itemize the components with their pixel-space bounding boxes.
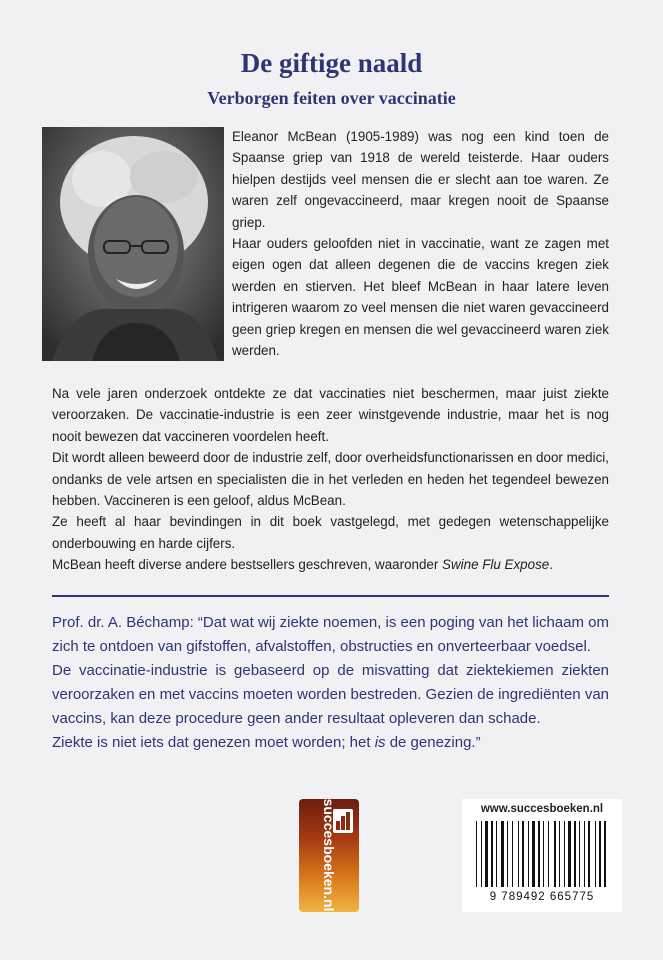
- body-text: [52, 383, 609, 576]
- isbn-number: 9 789492 665775: [489, 891, 595, 903]
- book-title: De giftige naald: [240, 48, 423, 78]
- barcode-icon: [474, 821, 610, 889]
- body-paragraph: Dit wordt alleen beweerd door de industrie zelf, door overheidsfunctionarissen en door medici, ondanks de vele artsen en specialisten die in het verleden en heden het tegendeel bewezen hebben. Vaccineren is een geloof, aldus McBean.: [52, 450, 609, 509]
- publisher-url: www.succesboeken.nl: [480, 803, 604, 815]
- publisher-logo-text: succesboeken.nl: [321, 799, 337, 912]
- author-photo: [42, 127, 224, 361]
- intro-text: [232, 126, 609, 361]
- bechamp-quote: [52, 611, 609, 755]
- intro-paragraph: Eleanor McBean (1905-1989) was nog een kind toen de Spaanse griep van 1918 de wereld teisterde. Haar ouders hielpen destijds veel mensen die er slecht aan toe waren. Ze waren zelf ongevaccineerd, maar kregen nooit de Spaanse griep.: [232, 129, 609, 230]
- quote-paragraph: [52, 731, 609, 755]
- intro-paragraph: Haar ouders geloofden niet in vaccinatie, want ze zagen met eigen ogen dat alleen degenen die de vaccins kregen ziek werden en stierven. Het bleef McBean in haar latere leven intrigeren waarom zo veel mensen die niet waren gevaccineerd geen griep kregen en mensen die wel gevaccineerd waren ziek werden.: [232, 236, 609, 359]
- quote-paragraph: Prof. dr. A. Béchamp: “Dat wat wij ziekte noemen, is een poging van het lichaam om zich te ontdoen van gifstoffen, afvalstoffen, obstructies en onverteerbaar voedsel.: [52, 614, 609, 655]
- bestsellers-paragraph: [52, 554, 609, 575]
- bestsellers-text: McBean heeft diverse andere bestsellers geschreven, waaronder: [52, 557, 443, 573]
- quote-text: de genezing.”: [385, 734, 481, 751]
- publisher-logo: [299, 799, 359, 912]
- bestseller-title: Swine Flu Expose: [442, 557, 550, 573]
- quote-paragraph: De vaccinatie-industrie is gebaseerd op de misvatting dat ziektekiemen ziekten veroorzaken en met vaccins moeten worden bestreden. Gezien de ingrediënten van vaccins, kan deze procedure geen ander resultaat opleveren dan schade.: [52, 662, 609, 727]
- quote-emphasis: is: [374, 734, 386, 751]
- bestsellers-end: .: [549, 557, 553, 573]
- section-divider: [52, 595, 609, 597]
- book-subtitle: Verborgen feiten over vaccinatie: [207, 88, 456, 108]
- quote-text: Ziekte is niet iets dat genezen moet worden; het: [52, 734, 375, 751]
- body-paragraph: Ze heeft al haar bevindingen in dit boek vastgelegd, met gedegen wetenschappelijke onderbouwing en harde cijfers.: [52, 514, 609, 551]
- body-paragraph: Na vele jaren onderzoek ontdekte ze dat vaccinaties niet beschermen, maar juist ziekte veroorzaken. De vaccinatie-industrie is een zeer winstgevende industrie, maar het is nog nooit bewezen dat vaccineren voordelen heeft.: [52, 386, 609, 444]
- barcode-panel: [462, 799, 622, 912]
